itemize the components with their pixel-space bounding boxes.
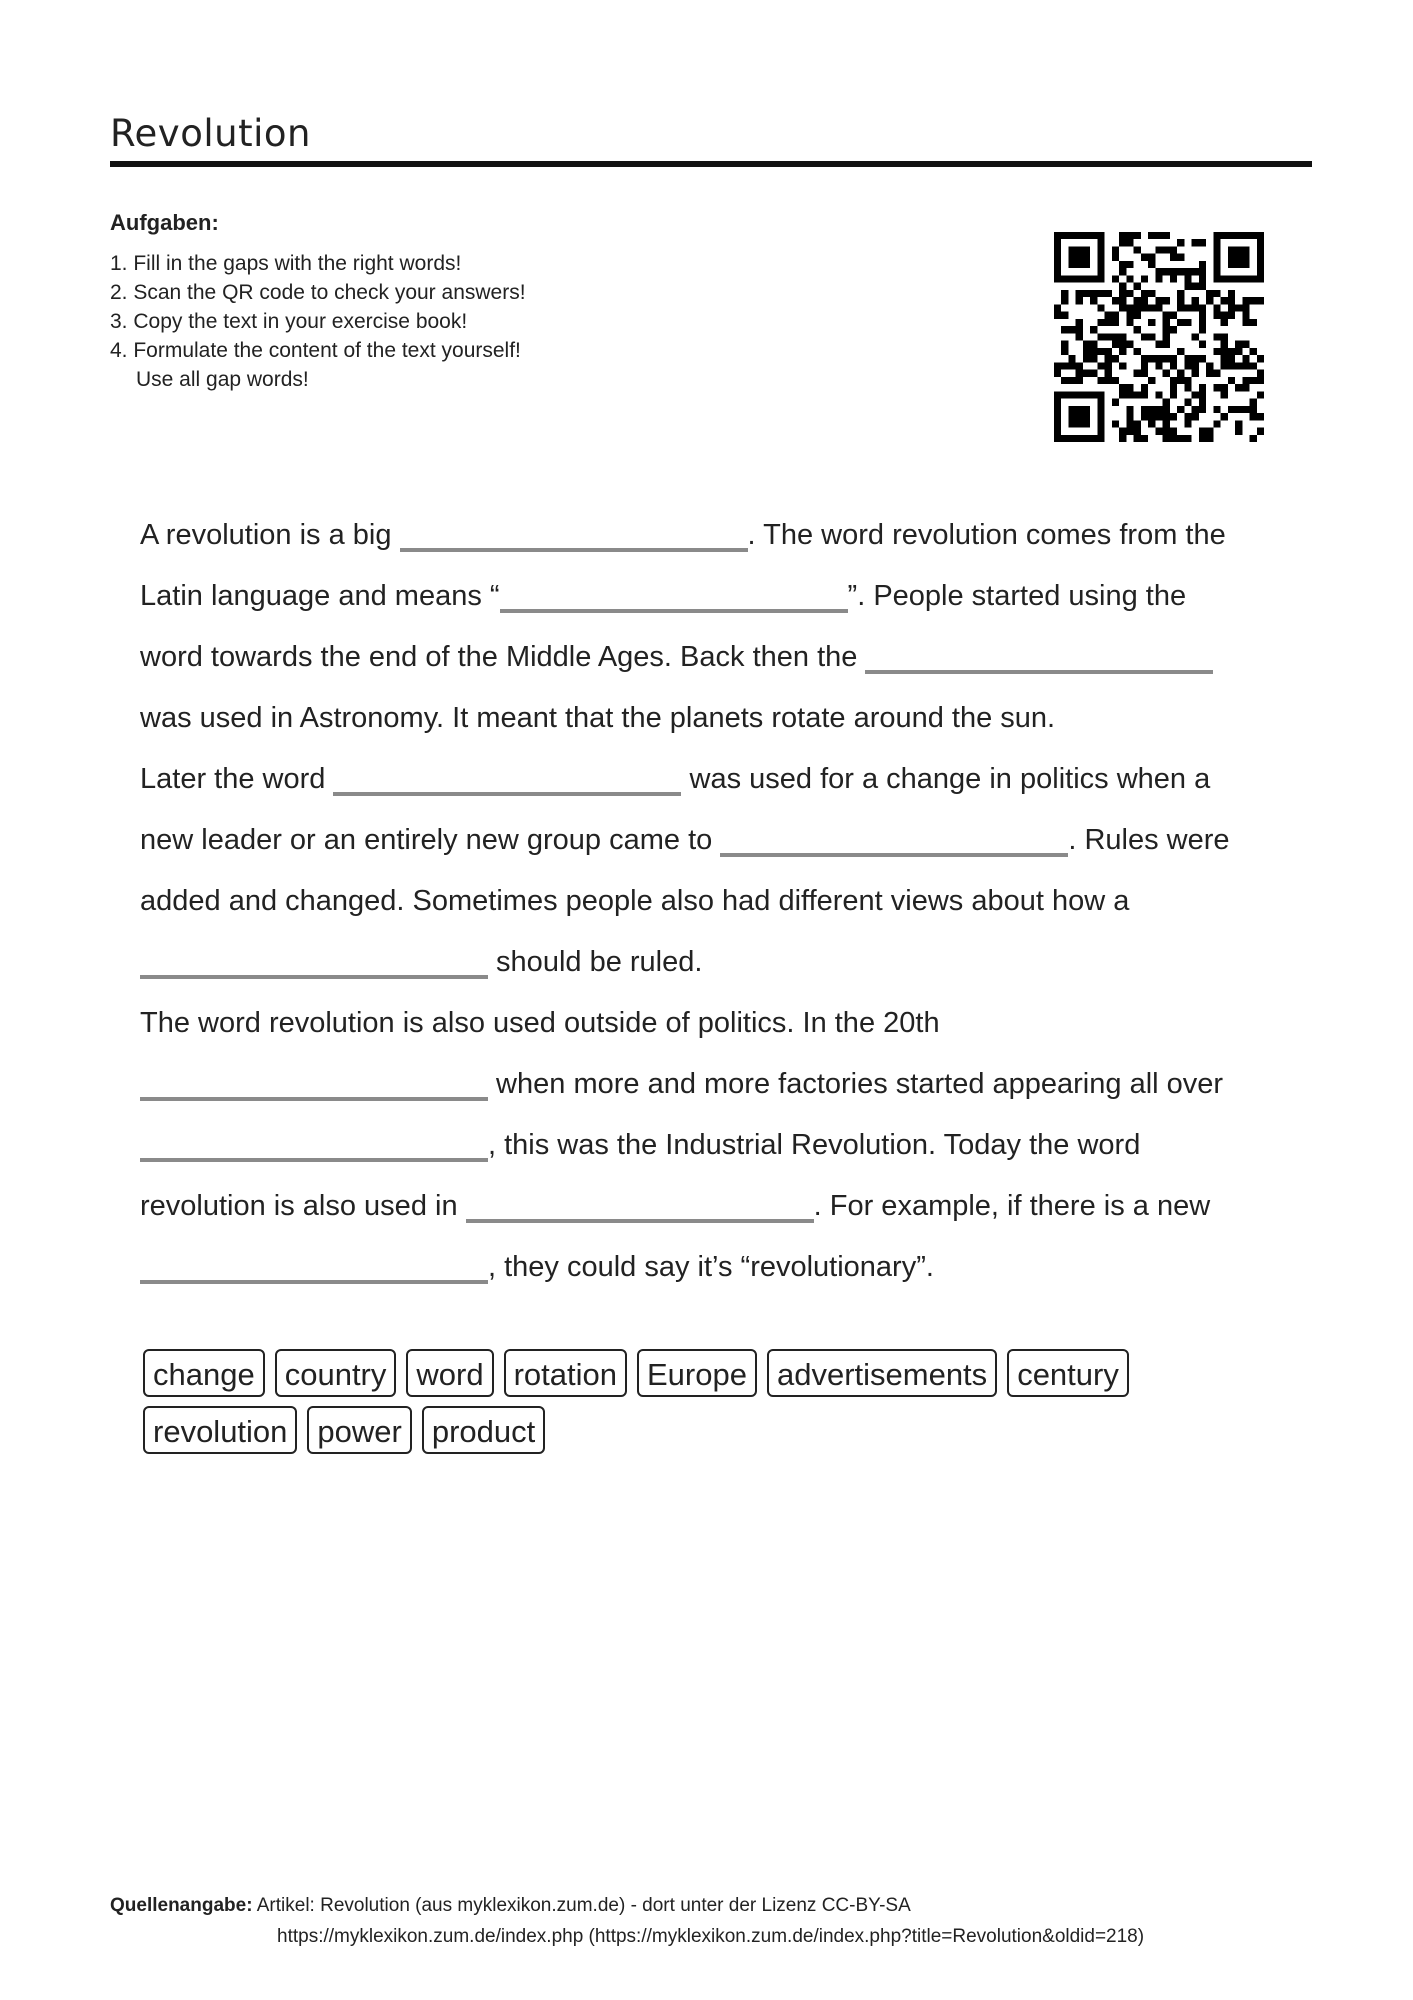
gap-blank[interactable] [140,947,488,979]
word-chip[interactable]: word [406,1349,493,1397]
gap-blank[interactable] [720,825,1068,857]
text-segment: ”. People started using the [847,580,1187,612]
text-segment: new leader or an entirely new group came to [140,824,721,856]
source-label: Quellenangabe: [110,1895,253,1916]
text-segment: The word revolution is also used outside of politics. In the 20th [140,1007,940,1039]
word-chip[interactable]: Europe [637,1349,757,1397]
text-segment: . Rules were [1068,824,1230,856]
task-item: 2. Scan the QR code to check your answers! [110,281,526,304]
gap-blank[interactable] [140,1069,488,1101]
task-item-continuation: Use all gap words! [136,368,309,391]
task-item: 1. Fill in the gaps with the right words! [110,252,462,275]
tasks-heading: Aufgaben: [110,210,219,235]
word-chip[interactable]: advertisements [767,1349,997,1397]
text-segment: added and changed. Sometimes people also had different views about how a [140,885,1130,917]
task-item: 4. Formulate the content of the text yourself! [110,339,521,362]
word-bank-row [143,1406,1283,1454]
gap-blank[interactable] [865,642,1213,674]
task-item: 3. Copy the text in your exercise book! [110,310,468,333]
qr-code-icon[interactable] [1054,232,1264,442]
text-line [140,1054,1300,1115]
text-segment: was used in Astronomy. It meant that the planets rotate around the sun. [140,702,1056,734]
text-line [140,1237,1300,1298]
text-segment: was used for a change in politics when a [681,763,1211,795]
text-segment: . The word revolution comes from the [747,519,1226,551]
text-line [140,810,1300,871]
word-chip[interactable]: product [422,1406,545,1454]
gap-blank[interactable] [466,1191,814,1223]
task-list [110,249,526,394]
gap-blank[interactable] [400,520,748,552]
word-chip[interactable]: change [143,1349,265,1397]
text-segment: when more and more factories started appearing all over [488,1068,1224,1100]
source-text: Artikel: Revolution (aus myklexikon.zum.de) - dort unter der Lizenz CC-BY-SA [252,1895,911,1916]
text-segment: . For example, if there is a new [813,1190,1211,1222]
text-segment: word towards the end of the Middle Ages. Back then the [140,641,866,673]
text-segment: should be ruled. [488,946,703,978]
text-segment: Later the word [140,763,334,795]
source-footer [110,1890,1144,1952]
text-line [140,932,1300,993]
word-chip[interactable]: country [275,1349,397,1397]
page-title: Revolution [110,112,311,155]
text-segment: Latin language and means “ [140,580,500,612]
text-line [140,871,1300,932]
gap-blank[interactable] [140,1252,488,1284]
text-line [140,505,1300,566]
word-chip[interactable]: power [307,1406,411,1454]
text-line [140,566,1300,627]
gap-blank[interactable] [333,764,681,796]
title-divider [110,161,1312,167]
text-segment: A revolution is a big [140,519,400,551]
word-chip[interactable]: century [1007,1349,1129,1397]
gap-blank[interactable] [140,1130,488,1162]
text-line [140,1115,1300,1176]
text-line [140,1176,1300,1237]
text-line [140,749,1300,810]
text-line [140,627,1300,688]
word-bank-row [143,1349,1283,1397]
text-segment: revolution is also used in [140,1190,466,1222]
word-bank [143,1349,1283,1463]
word-chip[interactable]: rotation [504,1349,627,1397]
text-segment: , this was the Industrial Revolution. Today the word [488,1129,1141,1161]
gap-blank[interactable] [500,581,848,613]
cloze-text [140,505,1300,1298]
text-segment: , they could say it’s “revolutionary”. [488,1251,934,1283]
source-url[interactable]: https://myklexikon.zum.de/index.php (https://myklexikon.zum.de/index.php?title=Revolution&oldid=218) [277,1926,1145,1947]
text-line [140,688,1300,749]
word-chip[interactable]: revolution [143,1406,297,1454]
text-line [140,993,1300,1054]
